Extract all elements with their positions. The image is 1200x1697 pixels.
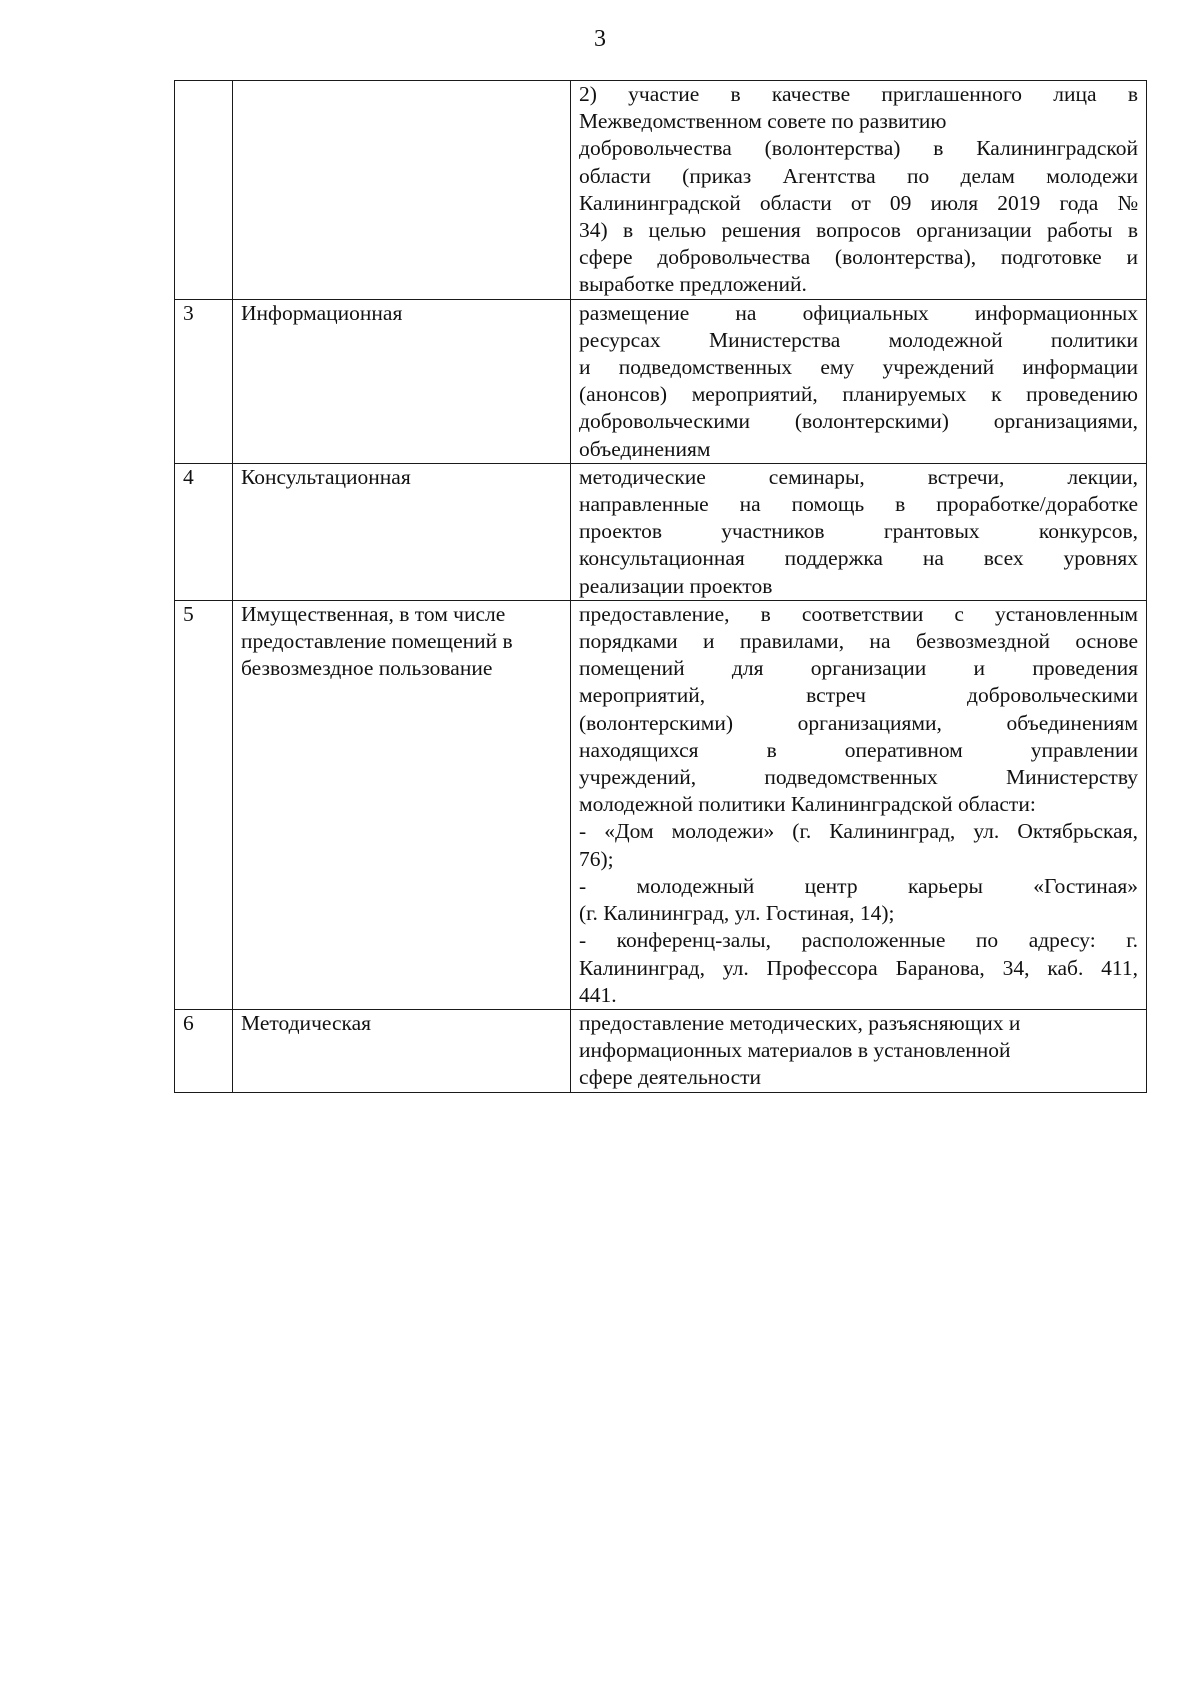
description-line: находящихся в оперативном управлении — [579, 737, 1138, 762]
description-line: сфере добровольчества (волонтерства), подготовке и — [579, 245, 1138, 270]
support-type-line: Имущественная, в том числе — [241, 601, 506, 626]
row-number-cell: 4 — [175, 463, 233, 600]
row-number-cell: 3 — [175, 299, 233, 463]
description-line: 76); — [579, 846, 614, 871]
description-line: проектов участников грантовых конкурсов, — [579, 519, 1138, 544]
description-line: и подведомственных ему учреждений информации — [579, 355, 1138, 380]
description-line: - конференц-залы, расположенные по адресу: г. — [579, 928, 1138, 953]
support-type-line: Информационная — [241, 300, 403, 325]
support-description-cell — [571, 1009, 1147, 1092]
description-line: Калининград, ул. Профессора Баранова, 34, каб. 411, — [579, 955, 1138, 980]
description-line: области (приказ Агентства по делам молодежи — [579, 163, 1138, 188]
description-line: (волонтерскими) организациями, объединениям — [579, 710, 1138, 735]
description-line: добровольческими (волонтерскими) организациями, — [579, 409, 1138, 434]
description-line: молодежной политики Калининградской области: — [579, 792, 1036, 817]
table-row — [175, 299, 1147, 463]
description-line: мероприятий, встреч добровольческими — [579, 683, 1138, 708]
table-row — [175, 463, 1147, 600]
description-line: сфере деятельности — [579, 1065, 762, 1090]
description-line: 34) в целью решения вопросов организации работы в — [579, 218, 1138, 243]
table-row — [175, 1009, 1147, 1092]
support-type-line: Методическая — [241, 1010, 372, 1035]
support-forms-table — [174, 80, 1147, 1093]
support-description-cell — [571, 299, 1147, 463]
support-type-line: Консультационная — [241, 464, 411, 489]
description-line: Калининградской области от 09 июля 2019 года № — [579, 190, 1138, 215]
table-row — [175, 600, 1147, 1009]
description-line: учреждений, подведомственных Министерству — [579, 765, 1138, 790]
page-number: 3 — [594, 26, 606, 52]
description-line: объединениям — [579, 436, 711, 461]
support-type-line: предоставление помещений в — [241, 629, 513, 654]
description-line: консультационная поддержка на всех уровнях — [579, 546, 1138, 571]
support-type-cell — [233, 463, 571, 600]
support-description-cell — [571, 463, 1147, 600]
description-line: размещение на официальных информационных — [579, 300, 1138, 325]
description-line: выработке предложений. — [579, 272, 807, 297]
support-type-line: безвозмездное пользование — [241, 656, 493, 681]
support-type-cell — [233, 299, 571, 463]
description-line: - «Дом молодежи» (г. Калининград, ул. Октябрьская, — [579, 819, 1138, 844]
row-number-cell: 5 — [175, 600, 233, 1009]
description-line: порядками и правилами, на безвозмездной основе — [579, 629, 1138, 654]
description-line: предоставление, в соответствии с установленным — [579, 601, 1138, 626]
description-line: предоставление методических, разъясняющих и — [579, 1010, 1021, 1035]
row-number-cell: 6 — [175, 1009, 233, 1092]
support-description-cell — [571, 81, 1147, 300]
description-line: (г. Калининград, ул. Гостиная, 14); — [579, 901, 895, 926]
description-line: направленные на помощь в проработке/доработке — [579, 492, 1138, 517]
description-line: - молодежный центр карьеры «Гостиная» — [579, 873, 1138, 898]
description-line: 441. — [579, 982, 617, 1007]
description-line: ресурсах Министерства молодежной политики — [579, 327, 1138, 352]
support-description-cell — [571, 600, 1147, 1009]
description-line: Межведомственном совете по развитию — [579, 109, 947, 134]
description-line: информационных материалов в установленной — [579, 1038, 1011, 1063]
support-type-cell — [233, 81, 571, 300]
description-line: реализации проектов — [579, 573, 773, 598]
description-line: добровольчества (волонтерства) в Калининградской — [579, 136, 1138, 161]
support-type-cell — [233, 600, 571, 1009]
description-line: помещений для организации и проведения — [579, 656, 1138, 681]
support-type-cell — [233, 1009, 571, 1092]
table-row — [175, 81, 1147, 300]
description-line: (анонсов) мероприятий, планируемых к проведению — [579, 382, 1138, 407]
description-line: методические семинары, встречи, лекции, — [579, 464, 1138, 489]
description-line: 2) участие в качестве приглашенного лица в — [579, 82, 1138, 106]
row-number-cell — [175, 81, 233, 300]
